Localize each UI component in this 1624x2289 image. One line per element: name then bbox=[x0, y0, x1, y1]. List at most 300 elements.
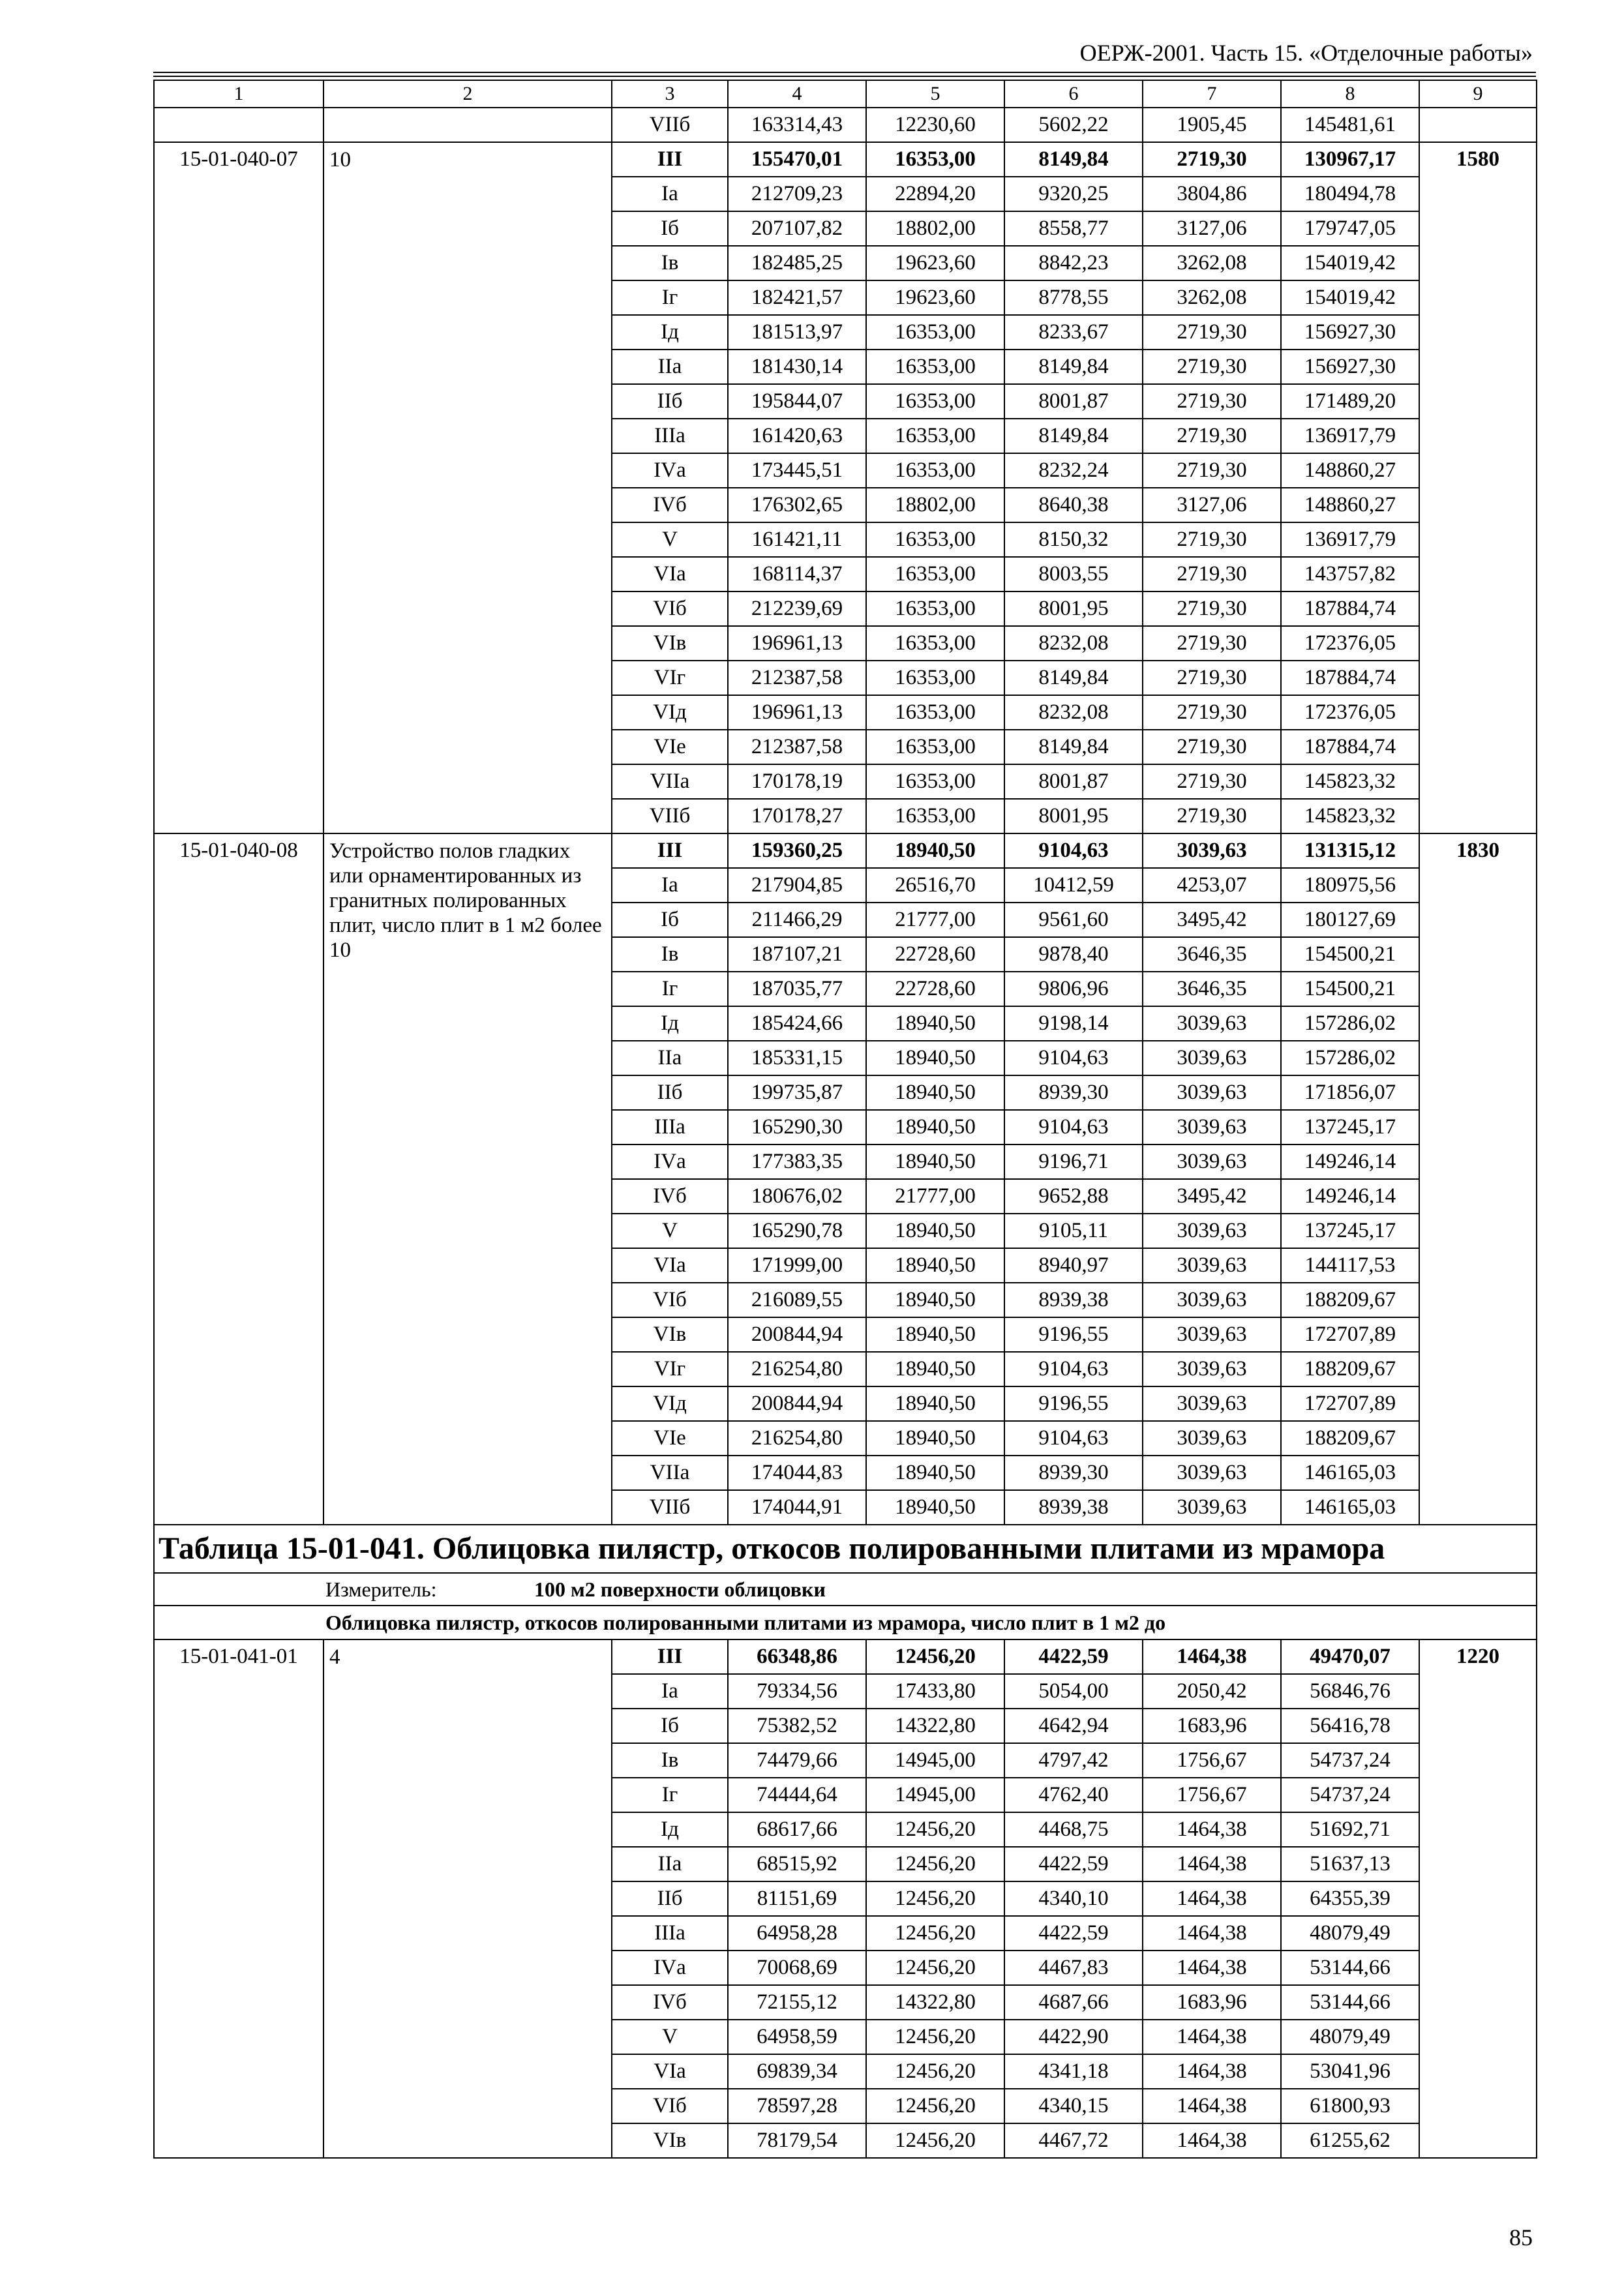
value-cell: 196961,13 bbox=[728, 626, 866, 661]
value-cell: 1464,38 bbox=[1143, 1951, 1281, 1985]
value-cell: 3039,63 bbox=[1143, 1214, 1281, 1248]
zone-cell: Iв bbox=[612, 1743, 728, 1778]
value-cell: 180975,56 bbox=[1281, 868, 1419, 903]
value-cell: 3039,63 bbox=[1143, 1421, 1281, 1456]
zone-cell: Iд bbox=[612, 315, 728, 350]
unit-row bbox=[154, 1573, 1537, 1606]
page-header: ОЕРЖ-2001. Часть 15. «Отделочные работы» bbox=[1079, 40, 1533, 66]
value-cell: 2719,30 bbox=[1143, 350, 1281, 384]
col9-cell: 1220 bbox=[1419, 1639, 1537, 2158]
value-cell: 4687,66 bbox=[1004, 1985, 1143, 2020]
value-cell: 8939,38 bbox=[1004, 1283, 1143, 1317]
column-number: 3 bbox=[612, 80, 728, 108]
value-cell: 9320,25 bbox=[1004, 177, 1143, 211]
value-cell: 180494,78 bbox=[1281, 177, 1419, 211]
rate-code-cell: 15-01-041-01 bbox=[154, 1639, 323, 2158]
value-cell: 9878,40 bbox=[1004, 937, 1143, 972]
value-cell: 18940,50 bbox=[866, 1317, 1004, 1352]
value-cell: 8640,38 bbox=[1004, 488, 1143, 522]
value-cell: 16353,00 bbox=[866, 419, 1004, 453]
zone-cell: IIа bbox=[612, 1041, 728, 1075]
column-number: 7 bbox=[1143, 80, 1281, 108]
value-cell: 1464,38 bbox=[1143, 1639, 1281, 1674]
value-cell: 2719,30 bbox=[1143, 453, 1281, 488]
value-cell: 8001,95 bbox=[1004, 799, 1143, 833]
value-cell: 207107,82 bbox=[728, 211, 866, 246]
value-cell: 4467,72 bbox=[1004, 2123, 1143, 2158]
value-cell: 4467,83 bbox=[1004, 1951, 1143, 1985]
value-cell: 4642,94 bbox=[1004, 1709, 1143, 1743]
value-cell: 2719,30 bbox=[1143, 419, 1281, 453]
zone-cell: Iб bbox=[612, 211, 728, 246]
value-cell: 200844,94 bbox=[728, 1386, 866, 1421]
work-description-cell bbox=[323, 142, 612, 833]
column-number: 4 bbox=[728, 80, 866, 108]
value-cell: 18940,50 bbox=[866, 833, 1004, 868]
value-cell: 26516,70 bbox=[866, 868, 1004, 903]
value-cell: 180676,02 bbox=[728, 1179, 866, 1214]
value-cell: 9561,60 bbox=[1004, 903, 1143, 937]
value-cell: 16353,00 bbox=[866, 591, 1004, 626]
value-cell: 18940,50 bbox=[866, 1144, 1004, 1179]
value-cell: 12456,20 bbox=[866, 1916, 1004, 1951]
value-cell: 81151,69 bbox=[728, 1881, 866, 1916]
value-cell: 53144,66 bbox=[1281, 1951, 1419, 1985]
value-cell: 188209,67 bbox=[1281, 1352, 1419, 1386]
value-cell: 22728,60 bbox=[866, 937, 1004, 972]
value-cell: 3039,63 bbox=[1143, 833, 1281, 868]
value-cell: 165290,30 bbox=[728, 1110, 866, 1144]
value-cell: 3039,63 bbox=[1143, 1317, 1281, 1352]
zone-cell: VIе bbox=[612, 730, 728, 764]
value-cell: 2719,30 bbox=[1143, 764, 1281, 799]
zone-cell: III bbox=[612, 1639, 728, 1674]
value-cell: 3495,42 bbox=[1143, 903, 1281, 937]
zone-cell: IIа bbox=[612, 350, 728, 384]
value-cell: 2719,30 bbox=[1143, 695, 1281, 730]
value-cell: 9104,63 bbox=[1004, 833, 1143, 868]
value-cell: 9104,63 bbox=[1004, 1041, 1143, 1075]
value-cell: 16353,00 bbox=[866, 142, 1004, 177]
column-number: 2 bbox=[323, 80, 612, 108]
zone-cell: VIа bbox=[612, 557, 728, 591]
value-cell: 12456,20 bbox=[866, 1639, 1004, 1674]
value-cell: 4422,59 bbox=[1004, 1847, 1143, 1881]
value-cell: 171999,00 bbox=[728, 1248, 866, 1283]
value-cell: 212387,58 bbox=[728, 730, 866, 764]
value-cell: 181513,97 bbox=[728, 315, 866, 350]
value-cell: 22728,60 bbox=[866, 972, 1004, 1006]
value-cell: 18940,50 bbox=[866, 1110, 1004, 1144]
zone-cell: IVа bbox=[612, 453, 728, 488]
value-cell: 22894,20 bbox=[866, 177, 1004, 211]
value-cell: 9196,71 bbox=[1004, 1144, 1143, 1179]
value-cell: 4797,42 bbox=[1004, 1743, 1143, 1778]
value-cell: 165290,78 bbox=[728, 1214, 866, 1248]
value-cell: 16353,00 bbox=[866, 522, 1004, 557]
header-rule-second bbox=[153, 76, 1536, 77]
value-cell: 1464,38 bbox=[1143, 2089, 1281, 2123]
value-cell: 12456,20 bbox=[866, 1812, 1004, 1847]
value-cell: 156927,30 bbox=[1281, 350, 1419, 384]
value-cell: 1683,96 bbox=[1143, 1709, 1281, 1743]
value-cell: 12456,20 bbox=[866, 2123, 1004, 2158]
work-description: Устройство полов гладких или орнаментированных из гранитных полированных плит, число плит в 1 м2 более 10 bbox=[329, 839, 602, 962]
zone-cell: V bbox=[612, 2020, 728, 2054]
value-cell: 136917,79 bbox=[1281, 419, 1419, 453]
value-cell: 70068,69 bbox=[728, 1951, 866, 1985]
value-cell: 3495,42 bbox=[1143, 1179, 1281, 1214]
value-cell: 172376,05 bbox=[1281, 626, 1419, 661]
rate-code-cell: 15-01-040-07 bbox=[154, 142, 323, 833]
value-cell: 1756,67 bbox=[1143, 1743, 1281, 1778]
value-cell: 185331,15 bbox=[728, 1041, 866, 1075]
value-cell: 56846,76 bbox=[1281, 1674, 1419, 1709]
value-cell: 53041,96 bbox=[1281, 2054, 1419, 2089]
value-cell: 14322,80 bbox=[866, 1709, 1004, 1743]
value-cell: 8150,32 bbox=[1004, 522, 1143, 557]
value-cell: 3646,35 bbox=[1143, 972, 1281, 1006]
value-cell: 216254,80 bbox=[728, 1421, 866, 1456]
value-cell: 3262,08 bbox=[1143, 280, 1281, 315]
value-cell: 200844,94 bbox=[728, 1317, 866, 1352]
column-number: 6 bbox=[1004, 80, 1143, 108]
value-cell: 16353,00 bbox=[866, 799, 1004, 833]
zone-cell: Iа bbox=[612, 868, 728, 903]
value-cell: 4422,59 bbox=[1004, 1916, 1143, 1951]
value-cell: 9652,88 bbox=[1004, 1179, 1143, 1214]
value-cell: 2719,30 bbox=[1143, 315, 1281, 350]
col9-cell: 1580 bbox=[1419, 142, 1537, 833]
zone-cell: V bbox=[612, 522, 728, 557]
table-row bbox=[154, 108, 1537, 142]
value-cell: 2719,30 bbox=[1143, 142, 1281, 177]
value-cell: 49470,07 bbox=[1281, 1639, 1419, 1674]
value-cell: 4762,40 bbox=[1004, 1778, 1143, 1812]
value-cell: 8232,08 bbox=[1004, 695, 1143, 730]
value-cell: 12456,20 bbox=[866, 2054, 1004, 2089]
value-cell: 3039,63 bbox=[1143, 1248, 1281, 1283]
value-cell: 3039,63 bbox=[1143, 1041, 1281, 1075]
zone-cell: VIб bbox=[612, 591, 728, 626]
value-cell: 188209,67 bbox=[1281, 1421, 1419, 1456]
value-cell: 148860,27 bbox=[1281, 453, 1419, 488]
rate-code-cell: 15-01-040-08 bbox=[154, 833, 323, 1525]
value-cell: 16353,00 bbox=[866, 626, 1004, 661]
column-numbers-row bbox=[154, 80, 1537, 108]
rates-table bbox=[153, 80, 1537, 2159]
value-cell: 10412,59 bbox=[1004, 868, 1143, 903]
value-cell: 8003,55 bbox=[1004, 557, 1143, 591]
value-cell: 137245,17 bbox=[1281, 1110, 1419, 1144]
zone-cell: IVб bbox=[612, 488, 728, 522]
value-cell: 212387,58 bbox=[728, 661, 866, 695]
value-cell: 68515,92 bbox=[728, 1847, 866, 1881]
unit-label: Измеритель: bbox=[325, 1578, 437, 1601]
work-description: 10 bbox=[329, 148, 351, 172]
value-cell: 4422,59 bbox=[1004, 1639, 1143, 1674]
value-cell: 8558,77 bbox=[1004, 211, 1143, 246]
value-cell: 2719,30 bbox=[1143, 522, 1281, 557]
value-cell: 179747,05 bbox=[1281, 211, 1419, 246]
value-cell: 48079,49 bbox=[1281, 1916, 1419, 1951]
value-cell: 8233,67 bbox=[1004, 315, 1143, 350]
zone-cell: Iа bbox=[612, 177, 728, 211]
zone-cell: IIб bbox=[612, 1075, 728, 1110]
value-cell: 54737,24 bbox=[1281, 1778, 1419, 1812]
value-cell: 3039,63 bbox=[1143, 1006, 1281, 1041]
zone-cell: IIб bbox=[612, 384, 728, 419]
value-cell: 3039,63 bbox=[1143, 1386, 1281, 1421]
zone-cell: VIа bbox=[612, 1248, 728, 1283]
subtitle-row bbox=[154, 1606, 1537, 1639]
zone-cell: VIв bbox=[612, 2123, 728, 2158]
value-cell: 8842,23 bbox=[1004, 246, 1143, 280]
value-cell: 2719,30 bbox=[1143, 626, 1281, 661]
value-cell: 145823,32 bbox=[1281, 764, 1419, 799]
value-cell: 3039,63 bbox=[1143, 1283, 1281, 1317]
table-title: Таблица 15-01-041. Облицовка пилястр, откосов полированными плитами из мрамора bbox=[154, 1525, 1537, 1573]
zone-cell: V bbox=[612, 1214, 728, 1248]
column-number: 8 bbox=[1281, 80, 1419, 108]
value-cell: 173445,51 bbox=[728, 453, 866, 488]
value-cell: 18940,50 bbox=[866, 1421, 1004, 1456]
value-cell: 187884,74 bbox=[1281, 730, 1419, 764]
value-cell: 9198,14 bbox=[1004, 1006, 1143, 1041]
value-cell: 4468,75 bbox=[1004, 1812, 1143, 1847]
zone-cell: III bbox=[612, 833, 728, 868]
value-cell: 12456,20 bbox=[866, 1951, 1004, 1985]
value-cell: 155470,01 bbox=[728, 142, 866, 177]
zone-cell: Iа bbox=[612, 1674, 728, 1709]
value-cell: 51692,71 bbox=[1281, 1812, 1419, 1847]
value-cell: 4341,18 bbox=[1004, 2054, 1143, 2089]
value-cell: 196961,13 bbox=[728, 695, 866, 730]
col9-cell: 1830 bbox=[1419, 833, 1537, 1525]
value-cell: 174044,83 bbox=[728, 1456, 866, 1490]
zone-cell: Iг bbox=[612, 972, 728, 1006]
value-cell: 8001,87 bbox=[1004, 384, 1143, 419]
zone-cell: VIг bbox=[612, 661, 728, 695]
value-cell: 16353,00 bbox=[866, 730, 1004, 764]
value-cell: 14945,00 bbox=[866, 1743, 1004, 1778]
subtitle-cell bbox=[154, 1606, 1537, 1639]
value-cell: 4253,07 bbox=[1143, 868, 1281, 903]
value-cell: 4340,15 bbox=[1004, 2089, 1143, 2123]
value-cell: 212239,69 bbox=[728, 591, 866, 626]
value-cell: 61255,62 bbox=[1281, 2123, 1419, 2158]
zone-cell: VIд bbox=[612, 695, 728, 730]
value-cell: 211466,29 bbox=[728, 903, 866, 937]
zone-cell: IVа bbox=[612, 1144, 728, 1179]
value-cell: 156927,30 bbox=[1281, 315, 1419, 350]
work-description-cell bbox=[323, 1639, 612, 2158]
table-subtitle: Облицовка пилястр, откосов полированными плитами из мрамора, число плит в 1 м2 до bbox=[325, 1611, 1166, 1634]
value-cell: 144117,53 bbox=[1281, 1248, 1419, 1283]
header-rule bbox=[153, 72, 1536, 73]
value-cell: 1464,38 bbox=[1143, 1812, 1281, 1847]
value-cell: 143757,82 bbox=[1281, 557, 1419, 591]
table-row bbox=[154, 142, 1537, 177]
value-cell: 145481,61 bbox=[1281, 108, 1419, 142]
zone-cell: III bbox=[612, 142, 728, 177]
value-cell: 1464,38 bbox=[1143, 2123, 1281, 2158]
table-title-row bbox=[154, 1525, 1537, 1573]
value-cell: 21777,00 bbox=[866, 903, 1004, 937]
value-cell: 54737,24 bbox=[1281, 1743, 1419, 1778]
value-cell: 18940,50 bbox=[866, 1075, 1004, 1110]
value-cell: 154019,42 bbox=[1281, 246, 1419, 280]
value-cell: 174044,91 bbox=[728, 1490, 866, 1525]
value-cell: 216089,55 bbox=[728, 1283, 866, 1317]
zone-cell: VIб bbox=[612, 2089, 728, 2123]
value-cell: 14945,00 bbox=[866, 1778, 1004, 1812]
zone-cell: Iб bbox=[612, 903, 728, 937]
value-cell: 172707,89 bbox=[1281, 1317, 1419, 1352]
value-cell: 78179,54 bbox=[728, 2123, 866, 2158]
value-cell: 157286,02 bbox=[1281, 1006, 1419, 1041]
value-cell: 2719,30 bbox=[1143, 384, 1281, 419]
value-cell: 16353,00 bbox=[866, 384, 1004, 419]
value-cell: 9196,55 bbox=[1004, 1386, 1143, 1421]
value-cell: 56416,78 bbox=[1281, 1709, 1419, 1743]
value-cell: 171856,07 bbox=[1281, 1075, 1419, 1110]
value-cell: 78597,28 bbox=[728, 2089, 866, 2123]
value-cell: 18940,50 bbox=[866, 1214, 1004, 1248]
rate-code-cell bbox=[154, 108, 323, 142]
value-cell: 66348,86 bbox=[728, 1639, 866, 1674]
zone-cell: IVб bbox=[612, 1985, 728, 2020]
value-cell: 74479,66 bbox=[728, 1743, 866, 1778]
value-cell: 19623,60 bbox=[866, 246, 1004, 280]
value-cell: 2719,30 bbox=[1143, 799, 1281, 833]
value-cell: 12456,20 bbox=[866, 2089, 1004, 2123]
value-cell: 3039,63 bbox=[1143, 1144, 1281, 1179]
page-number: 85 bbox=[1509, 2224, 1533, 2251]
value-cell: 8940,97 bbox=[1004, 1248, 1143, 1283]
zone-cell: IVб bbox=[612, 1179, 728, 1214]
value-cell: 1683,96 bbox=[1143, 1985, 1281, 2020]
value-cell: 1905,45 bbox=[1143, 108, 1281, 142]
value-cell: 3039,63 bbox=[1143, 1110, 1281, 1144]
value-cell: 68617,66 bbox=[728, 1812, 866, 1847]
value-cell: 64958,28 bbox=[728, 1916, 866, 1951]
value-cell: 1756,67 bbox=[1143, 1778, 1281, 1812]
value-cell: 161420,63 bbox=[728, 419, 866, 453]
value-cell: 187884,74 bbox=[1281, 591, 1419, 626]
zone-cell: Iг bbox=[612, 1778, 728, 1812]
value-cell: 3804,86 bbox=[1143, 177, 1281, 211]
value-cell: 149246,14 bbox=[1281, 1144, 1419, 1179]
value-cell: 8939,30 bbox=[1004, 1075, 1143, 1110]
value-cell: 3039,63 bbox=[1143, 1352, 1281, 1386]
value-cell: 217904,85 bbox=[728, 868, 866, 903]
zone-cell: VIг bbox=[612, 1352, 728, 1386]
value-cell: 8001,95 bbox=[1004, 591, 1143, 626]
value-cell: 3039,63 bbox=[1143, 1490, 1281, 1525]
value-cell: 17433,80 bbox=[866, 1674, 1004, 1709]
value-cell: 64958,59 bbox=[728, 2020, 866, 2054]
zone-cell: VIв bbox=[612, 626, 728, 661]
zone-cell: VIIа bbox=[612, 764, 728, 799]
value-cell: 8149,84 bbox=[1004, 730, 1143, 764]
zone-cell: Iб bbox=[612, 1709, 728, 1743]
value-cell: 145823,32 bbox=[1281, 799, 1419, 833]
value-cell: 9104,63 bbox=[1004, 1352, 1143, 1386]
value-cell: 16353,00 bbox=[866, 557, 1004, 591]
value-cell: 136917,79 bbox=[1281, 522, 1419, 557]
value-cell: 8939,38 bbox=[1004, 1490, 1143, 1525]
value-cell: 18940,50 bbox=[866, 1490, 1004, 1525]
value-cell: 199735,87 bbox=[728, 1075, 866, 1110]
value-cell: 149246,14 bbox=[1281, 1179, 1419, 1214]
unit-cell bbox=[154, 1573, 1537, 1606]
value-cell: 16353,00 bbox=[866, 453, 1004, 488]
value-cell: 8232,08 bbox=[1004, 626, 1143, 661]
value-cell: 2719,30 bbox=[1143, 591, 1281, 626]
value-cell: 2719,30 bbox=[1143, 730, 1281, 764]
value-cell: 64355,39 bbox=[1281, 1881, 1419, 1916]
value-cell: 146165,03 bbox=[1281, 1490, 1419, 1525]
value-cell: 177383,35 bbox=[728, 1144, 866, 1179]
value-cell: 3127,06 bbox=[1143, 211, 1281, 246]
value-cell: 8001,87 bbox=[1004, 764, 1143, 799]
value-cell: 3039,63 bbox=[1143, 1456, 1281, 1490]
value-cell: 61800,93 bbox=[1281, 2089, 1419, 2123]
value-cell: 154019,42 bbox=[1281, 280, 1419, 315]
column-number: 9 bbox=[1419, 80, 1537, 108]
value-cell: 8149,84 bbox=[1004, 661, 1143, 695]
value-cell: 16353,00 bbox=[866, 695, 1004, 730]
value-cell: 171489,20 bbox=[1281, 384, 1419, 419]
zone-cell: IIа bbox=[612, 1847, 728, 1881]
value-cell: 79334,56 bbox=[728, 1674, 866, 1709]
unit-value: 100 м2 поверхности облицовки bbox=[534, 1578, 826, 1601]
zone-cell: Iв bbox=[612, 937, 728, 972]
value-cell: 1464,38 bbox=[1143, 2054, 1281, 2089]
value-cell: 9196,55 bbox=[1004, 1317, 1143, 1352]
value-cell: 8232,24 bbox=[1004, 453, 1143, 488]
value-cell: 9105,11 bbox=[1004, 1214, 1143, 1248]
value-cell: 18940,50 bbox=[866, 1283, 1004, 1317]
value-cell: 212709,23 bbox=[728, 177, 866, 211]
value-cell: 188209,67 bbox=[1281, 1283, 1419, 1317]
value-cell: 1464,38 bbox=[1143, 1881, 1281, 1916]
zone-cell: IIIа bbox=[612, 419, 728, 453]
table-row bbox=[154, 833, 1537, 868]
value-cell: 180127,69 bbox=[1281, 903, 1419, 937]
zone-cell: VIв bbox=[612, 1317, 728, 1352]
value-cell: 148860,27 bbox=[1281, 488, 1419, 522]
value-cell: 18802,00 bbox=[866, 488, 1004, 522]
table-row bbox=[154, 1639, 1537, 1674]
zone-cell: Iг bbox=[612, 280, 728, 315]
column-number: 1 bbox=[154, 80, 323, 108]
value-cell: 18940,50 bbox=[866, 1041, 1004, 1075]
zone-cell: Iд bbox=[612, 1812, 728, 1847]
zone-cell: VIа bbox=[612, 2054, 728, 2089]
zone-cell: VIIб bbox=[612, 1490, 728, 1525]
value-cell: 185424,66 bbox=[728, 1006, 866, 1041]
value-cell: 72155,12 bbox=[728, 1985, 866, 2020]
value-cell: 187884,74 bbox=[1281, 661, 1419, 695]
value-cell: 16353,00 bbox=[866, 315, 1004, 350]
value-cell: 170178,27 bbox=[728, 799, 866, 833]
value-cell: 137245,17 bbox=[1281, 1214, 1419, 1248]
value-cell: 18802,00 bbox=[866, 211, 1004, 246]
value-cell: 12456,20 bbox=[866, 1847, 1004, 1881]
value-cell: 182485,25 bbox=[728, 246, 866, 280]
